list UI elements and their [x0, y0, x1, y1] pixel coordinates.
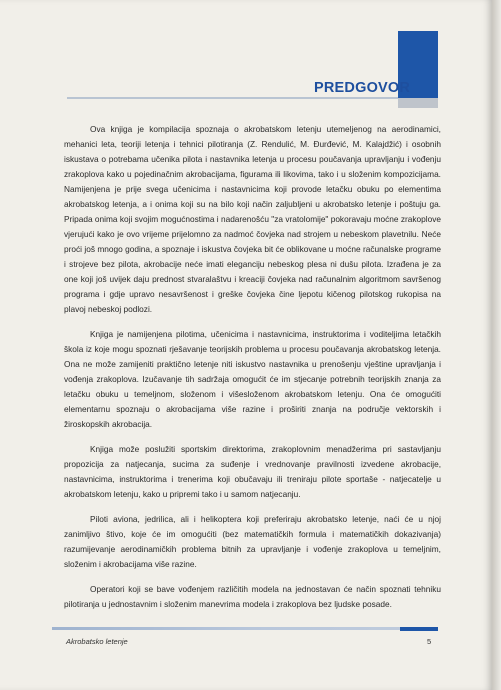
preface-body — [64, 122, 441, 622]
paragraph-5: Operatori koji se bave vođenjem različitih modela na jednostavan će način spoznati tehniku pilotiranja u jednostavnim i složenim manevrima modela i zrakoplova bez ljudske posade. — [64, 584, 441, 609]
paragraph-2: Knjiga je namijenjena pilotima, učenicima i nastavnicima, instruktorima i voditeljima letačkih škola iz koje mogu spoznati rješavanje teorijskih problema u procesu poučavanja akrobatskog letenja. Ona ne može zamijeniti praktično letenje niti iskustvo nastavnika u prenošenju vještine upravljanja i vođenja zrakoplova. Izučavanje tih sadržaja omogućit će im stjecanje potrebnih teorijskih znanja za letačku obuku u temeljnom, složenom i višesloženom akrobatskom letenju. Ona će omogućiti elementarnu spoznaju o akrobacijama više razine i proširiti znanja na područje vektorskih i žiroskopskih akrobacija. — [64, 329, 441, 429]
paragraph-4: Piloti aviona, jedrilica, ali i helikoptera koji preferiraju akrobatsko letenje, naći će u njoj zanimljivo štivo, koje će im omogućiti (bez matematičkih formula i matematičkih dokazivanja) razumijevanje aerodinamičkih problema bitnih za upravljanje i vođenje zrakoplova u temeljnim, složenim i akrobacijama više razine. — [64, 514, 441, 569]
page-number: 5 — [427, 637, 432, 646]
title-underline — [67, 97, 398, 99]
page-edge — [492, 0, 501, 690]
chapter-title: PREDGOVOR — [314, 80, 411, 96]
footer-rule — [52, 627, 438, 630]
chapter-grey-strip — [398, 98, 438, 108]
footer-accent-bar — [400, 627, 438, 631]
footer-book-title: Akrobatsko letenje — [66, 637, 128, 646]
paragraph-3: Knjiga može poslužiti sportskim direktorima, zrakoplovnim menadžerima pri sastavljanju propozicija za natjecanja, sucima za suđenje i vrednovanje pravilnosti izvedene akrobacije, nastavnicima, instruktorima i trenerima koji obučavaju ili treniraju pilote sportaše - natjecatelje u akrobatskom letenju, kako u pripremi tako i u samom natjecanju. — [64, 444, 441, 499]
paragraph-1: Ova knjiga je kompilacija spoznaja o akrobatskom letenju utemeljenog na aerodinamici, mehanici leta, teoriji letenja i tehnici pilotiranja (Z. Rendulić, M. Đurđević, M. Kalajdžić) i osobnih iskustava o potrebama učenika pilota i nastavnika letenja u procesu poučavanja upravljanju i vođenju zrakoplova kako u pojedinačnim akrobacijama, figurama ili likovima, tako i u složenim kompozicijama. Namijenjena je prije svega učenicima i nastavnicima koji provode letačku obuku po elementima akrobatskog letenja, a i onima koji su na bilo koji način zaljubljeni u akrobatsko letenje i poštuju ga. Pripada onima koji svojim mogućnostima i nadarenošću "za vratolomije" pokoravaju moćne zrakoplove vjerujući kako je ovo vrijeme prijelomno za nadmoć čovjeka nad strojem u nebeskom plavetnilu. Neće proći još mnogo godina, a spoznaje i iskustva čovjeka bit će oblikovane u moćne računalske programe i strojeve bez pilota, akrobacije neće imati eleganciju nebeskog plesa ni dušu pilota. Izrađena je za one koji još uvijek daju prednost stvaralaštvu i kreaciji čovjeka nad računalnim algoritmom savršenog programa i gdje upravo nesavršenost i greške čovjeka čine ljepotu kičenog pilotskog rukopisa na plavoj nebeskoj podlozi. — [64, 124, 441, 314]
